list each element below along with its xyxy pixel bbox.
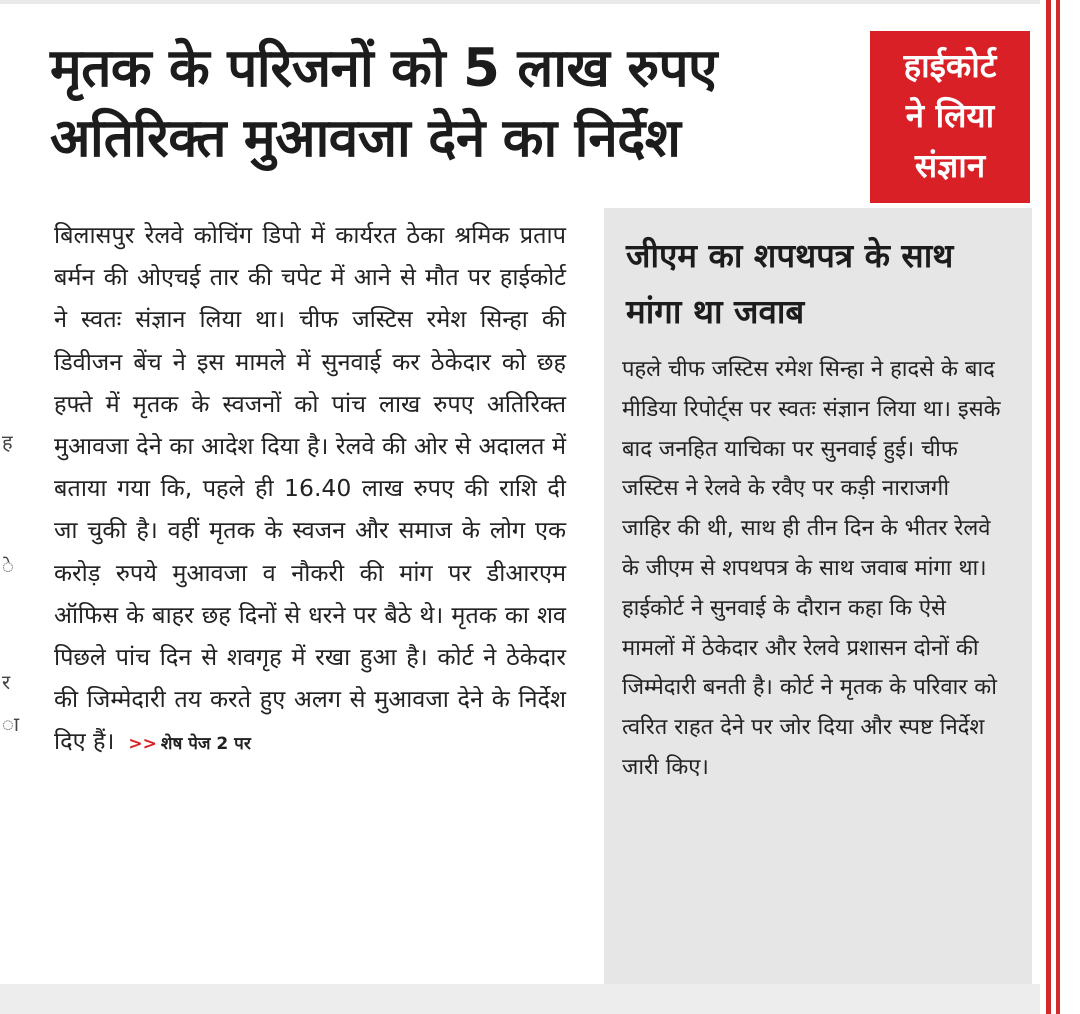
main-article [54,214,566,766]
red-column-rule [1046,0,1051,1014]
headline-line-2: अतिरिक्त मुआवजा देने का निर्देश [50,108,681,169]
headline [50,34,850,174]
bottom-band [0,984,1040,1014]
red-column-rule [1056,0,1060,1014]
arrow-icon: >> [128,734,157,755]
left-edge-fragment: ह [2,430,13,454]
tag-line-3: संज्ञान [914,146,986,185]
continued-link[interactable] [128,734,250,754]
sidebar-heading: जीएम का शपथपत्र के साथ मांगा था जवाब [626,236,954,331]
sidebar-body: पहले चीफ जस्टिस रमेश सिन्हा ने हादसे के बाद मीडिया रिपोर्ट्स पर स्वतः संज्ञान लिया था। इसके बाद जनहित याचिका पर सुनवाई हुई। चीफ जस्टिस ने रेलवे के रवैए पर कड़ी नाराजगी जाहिर की थी, साथ ही तीन दिन के भीतर रेलवे के जीएम से शपथपत्र के साथ जवाब मांगा था। हाईकोर्ट ने सुनवाई के दौरान कहा कि ऐसे मामलों में ठेकेदार और रेलवे प्रशासन दोनों की जिम्मेदारी बनती है। कोर्ट ने मृतक के परिवार को त्वरित राहत देने पर जोर दिया और स्पष्ट निर्देश जारी किए। [622,357,1001,780]
left-edge-fragment: े [2,554,14,578]
left-edge-fragment: र [2,670,11,694]
main-article-body: बिलासपुर रेलवे कोचिंग डिपो में कार्यरत ठेका श्रमिक प्रताप बर्मन की ओएचई तार की चपेट में आने से मौत पर हाईकोर्ट ने स्वतः संज्ञान लिया था। चीफ जस्टिस रमेश सिन्हा की डिवीजन बेंच ने इस मामले में सुनवाई कर ठेकेदार को छह हफ्ते में मृतक के स्वजनों को पांच लाख रुपए अतिरिक्त मुआवजा देने का आदेश दिया है। रेलवे की ओर से अदालत में बताया गया कि, पहले ही 16.40 लाख रुपए की राशि दी जा चुकी है। वहीं मृतक के स्वजन और समाज के लोग एक करोड़ रुपये मुआवजा व नौकरी की मांग पर डीआरएम ऑफिस के बाहर छह दिनों से धरने पर बैठे थे। मृतक का शव पिछले पांच दिन से शवगृह में रखा हुआ है। कोर्ट ने ठेकेदार की जिम्मेदारी तय करते हुए अलग से मुआवजा देने के निर्देश दिए हैं। [54,221,566,756]
headline-line-1: मृतक के परिजनों को 5 लाख रुपए [50,38,717,99]
left-edge-fragment: ा [2,712,20,736]
highcourt-tag-box [870,31,1030,203]
tag-line-1: हाईकोर्ट [903,46,997,85]
sidebar-box [604,208,1032,984]
continued-text: शेष पेज 2 पर [160,734,251,755]
top-rule [0,0,1040,4]
tag-line-2: ने लिया [905,96,995,135]
